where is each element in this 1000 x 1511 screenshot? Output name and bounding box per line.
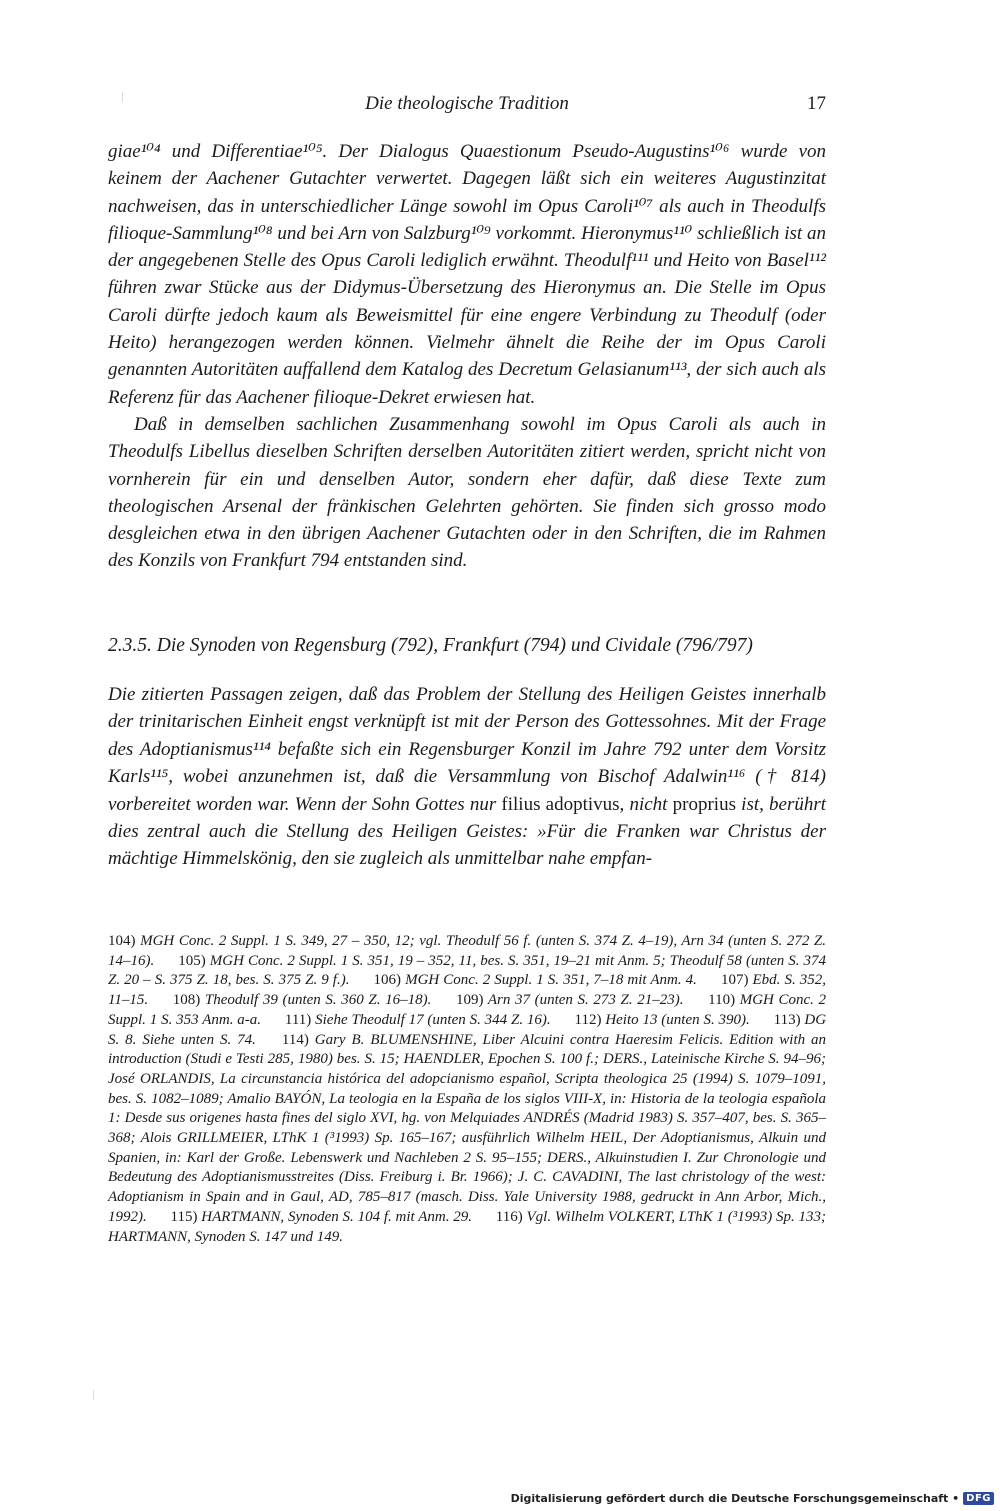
footnote-number: 114) [281, 1031, 309, 1048]
footnote-text: Siehe Theodulf 17 (unten S. 344 Z. 16). [315, 1011, 551, 1028]
banner-text: Digitalisierung gefördert durch die Deutsche Forschungsgemeinschaft • [510, 1492, 960, 1505]
footnote [171, 1209, 472, 1225]
footnote-number: 104) [108, 933, 136, 949]
paragraph [108, 681, 826, 873]
scan-mark [93, 1390, 94, 1400]
footnote [456, 992, 684, 1008]
footnote-text: MGH Conc. 2 Suppl. 1 S. 353 Anm. a-a. [108, 992, 827, 1028]
footnotes [108, 932, 826, 1247]
footnote-number: 111) [284, 1011, 312, 1028]
footnote-text: MGH Conc. 2 Suppl. 1 S. 351, 19 – 352, 11, bes. S. 351, 19–21 mit Anm. 5; Theodulf 58 (unten S. 374 Z. 20 – S. 375 Z. 18, bes. S. 375 Z. 9 f.). [108, 952, 827, 989]
footnote-text: Theodulf 39 (unten S. 360 Z. 16–18). [204, 992, 432, 1009]
footnote-text: MGH Conc. 2 Suppl. 1 S. 349, 27 – 350, 12; vgl. Theodulf 56 f. (unten S. 374 Z. 4–19), Arn 34 (unten S. 272 Z. 14–16). [108, 933, 826, 969]
main-text-section [108, 681, 826, 873]
paragraph-part: nicht [629, 793, 668, 815]
footnote-number: 113) [773, 1011, 801, 1028]
footnote-number: 110) [708, 992, 736, 1009]
footnote-number: 106) [373, 972, 402, 989]
paragraph-part: ist, berührt dies zentral auch die Stellung des Heiligen Geistes: »Für die Franken war Christus der mächtige Himmelskönig, den sie zugleich als unmittelbar nahe empfan- [108, 793, 827, 870]
footnote [173, 992, 432, 1008]
footnote-text: MGH Conc. 2 Suppl. 1 S. 351, 7–18 mit Anm. 4. [405, 972, 697, 989]
footnote [575, 1012, 750, 1028]
main-text [108, 138, 826, 575]
footnote-text: DG S. 8. Siehe unten S. 74. [108, 1011, 827, 1048]
footnote [374, 972, 697, 988]
latin-term: filius adoptivus, [501, 793, 625, 815]
footnote-text: Heito 13 (unten S. 390). [605, 1011, 750, 1028]
footnote-text: Gary B. BLUMENSHINE, Liber Alcuini contra Haeresim Felicis. Edition with an introduction (Studi e Testi 285, 1980) bes. S. 15; HAENDLER, Epochen S. 100 f.; DERS., Lateinische Kirche S. 94–96; José ORLANDIS, La circunstancia histórica del adopcianismo español, Scripta theologica 25 (1994) S. 1079–1091, bes. S. 1082–1089; Amalio BAYÓN, La teologia en la España de los siglos VIII-X, in: Historia de la teologia española 1: Desde sus origenes hasta fines del siglo XVI, hg. von Melquiades ANDRÉS (Madrid 1983) S. 357–407, bes. S. 365–368; Alois GRILLMEIER, LThK 1 (³1993) Sp. 165–167; ausführlich Wilhelm HEIL, Der Adoptianismus, Alkuin und Spanien, in: Karl der Große. Lebenswerk und Nachleben 2 S. 95–155; DERS., Alkuinstudien I. Zur Chronologie und Bedeutung des Adoptianismusstreites (Diss. Freiburg i. Br. 1966); J. C. CAVADINI, The last christology of the west: Adoptianism in Spain and in Gaul, AD, 785–817 (masch. Diss. Yale University 1988, gedruckt in Ann Arbor, Mich., 1992). [108, 1031, 827, 1225]
footnote-text: HARTMANN, Synoden S. 104 f. mit Anm. 29. [201, 1208, 472, 1225]
footnote-text: Ebd. S. 352, 11–15. [108, 972, 827, 1009]
paragraph: giae¹⁰⁴ und Differentiae¹⁰⁵. Der Dialogus Quaestionum Pseudo-Augustins¹⁰⁶ wurde von keinem der Aachener Gutachter verwertet. Dagegen läßt sich ein weiteres Augustinzitat nachweisen, das in unterschiedlicher Länge sowohl im Opus Caroli¹⁰⁷ als auch in Theodulfs filioque-Sammlung¹⁰⁸ und bei Arn von Salzburg¹⁰⁹ vorkommt. Hieronymus¹¹⁰ schließlich ist an der angegebenen Stelle des Opus Caroli lediglich erwähnt. Theodulf¹¹¹ und Heito von Basel¹¹² führen zwar Stücke aus der Didymus-Übersetzung des Hieronymus an. Die Stelle im Opus Caroli dürfte jedoch kaum als Beweismittel für eine engere Verbindung zu Theodulf (oder Heito) herangezogen werden können. Vielmehr ähnelt die Reihe der im Opus Caroli genannten Autoritäten auffallend dem Katalog des Decretum Gelasianum¹¹³, der sich auch als Referenz für das Aachener filioque-Dekret erwiesen hat. [108, 141, 826, 408]
footnote-text: Arn 37 (unten S. 273 Z. 21–23). [487, 992, 684, 1009]
latin-term: proprius [672, 793, 736, 815]
footnote-number: 115) [170, 1208, 198, 1225]
footnote [108, 1032, 826, 1225]
page-header [108, 93, 826, 123]
dfg-logo: DFG [963, 1492, 994, 1505]
paragraph-part: Die zitierten Passagen zeigen, daß das Problem der Stellung des Heiligen Geistes innerhalb der trinitarischen Einheit engst verknüpft ist mit der Person des Gottessohnes. Mit der Frage des Adoptianismus¹¹⁴ befaßte sich ein Regensburger Konzil im Jahre 792 unter dem Vorsitz Karls¹¹⁵, wobei anzunehmen ist, daß die Versammlung von Bischof Adalwin¹¹⁶ († 814) vorbereitet worden war. Wenn der Sohn Gottes nur [108, 684, 826, 815]
footnote-number: 112) [574, 1011, 602, 1028]
paragraph: Daß in demselben sachlichen Zusammenhang sowohl im Opus Caroli als auch in Theodulfs Libellus dieselben Schriften derselben Autoritäten zitiert werden, spricht nicht von vornherein für ein und denselben Autor, sondern eher dafür, daß diese Texte zum theologischen Arsenal der fränkischen Gelehrten gehörten. Sie finden sich grosso modo desgleichen etwa in den übrigen Aachener Gutachten oder in den Schriften, die im Rahmen des Konzils von Frankfurt 794 entstanden sind. [108, 413, 826, 572]
running-head: Die theologische Tradition [365, 93, 569, 114]
footnote-number: 108) [172, 992, 201, 1009]
section-heading: 2.3.5. Die Synoden von Regensburg (792), Frankfurt (794) und Cividale (796/797) [108, 635, 753, 656]
footnote-number: 107) [720, 972, 749, 989]
digitization-banner [511, 1492, 994, 1505]
page-number: 17 [807, 93, 826, 114]
footnote-number: 105) [178, 952, 206, 969]
footnote-number: 116) [495, 1208, 523, 1225]
footnote [285, 1012, 551, 1028]
footnote-number: 109) [456, 992, 484, 1009]
footnote-text: Vgl. Wilhelm VOLKERT, LThK 1 (³1993) Sp. 133; HARTMANN, Synoden S. 147 und 149. [108, 1208, 827, 1245]
